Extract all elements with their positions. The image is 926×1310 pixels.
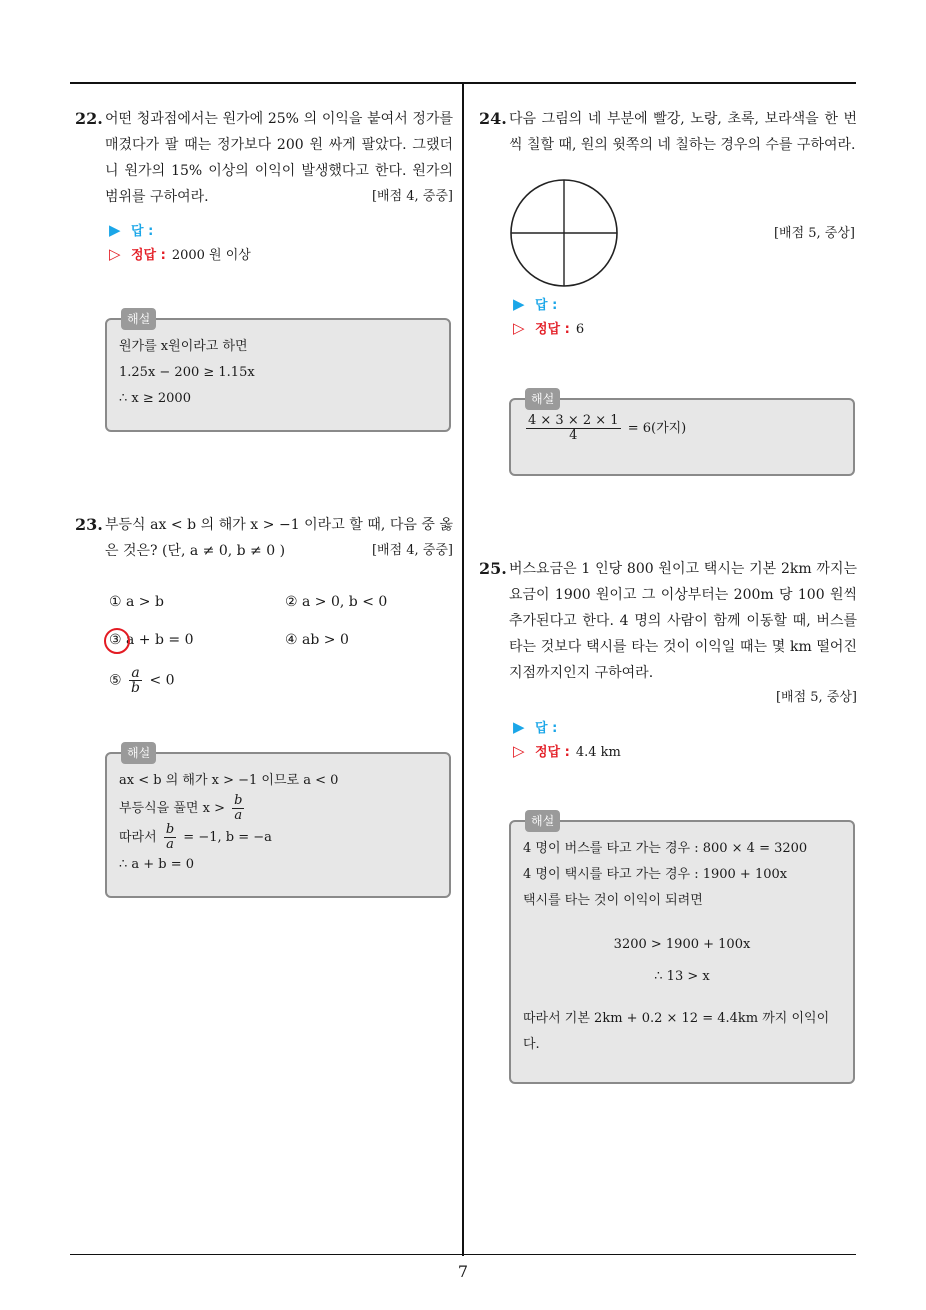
- explanation-tab: 해설: [121, 308, 156, 330]
- choice-3: ③ a + b = 0: [109, 632, 193, 648]
- problem-22-text: 22. 어떤 청과점에서는 원가에 25% 의 이익을 붙여서 정가를 매겼다가 팔 때는 정가보다 200 원 싸게 팔았다. 그랬더니 원가의 15% 이상의 이익이 발생했다고 한다. 원가의 범위를 구하여라. [배점 4, 중중]: [75, 106, 453, 210]
- explanation-tab: 해설: [525, 810, 560, 832]
- explanation-tab: 해설: [121, 742, 156, 764]
- choice-4: ④ ab > 0: [285, 632, 349, 648]
- page-number: 7: [457, 1262, 469, 1281]
- problem-24-tag: [배점 5, 중상]: [773, 226, 855, 241]
- problem-22-explanation: 해설 원가를 x원이라고 하면 1.25x − 200 ≥ 1.15x ∴ x ≥ 2000: [105, 318, 451, 432]
- problem-24-correct: ▷ 정답 : 6: [479, 316, 857, 340]
- choice-1: ① a > b: [109, 594, 164, 610]
- explanation-tab: 해설: [525, 388, 560, 410]
- problem-24-number: 24.: [479, 109, 507, 128]
- problem-23-text: 23. 부등식 ax < b 의 해가 x > −1 이라고 할 때, 다음 중 옳은 것은? (단, a ≠ 0, b ≠ 0 ) [배점 4, 중중]: [75, 512, 453, 564]
- problem-23-choices: [109, 594, 449, 704]
- outline-arrow-icon: ▷: [513, 319, 525, 337]
- problem-25-correct: ▷ 정답 : 4.4 km: [479, 739, 857, 763]
- divided-circle-figure: [509, 178, 619, 288]
- problem-25-answer: ▶ 답 :: [479, 715, 857, 739]
- problem-23-explanation: 해설 ax < b 의 해가 x > −1 이므로 a < 0 부등식을 풀면 x > $\frac{b}{a}$ 따라서 $\frac{b}{a}$ = −1, b = −a ∴ a + b = 0: [105, 752, 451, 898]
- outline-arrow-icon: ▷: [109, 245, 121, 263]
- problem-22-correct: ▷ 정답 : 2000 원 이상: [75, 242, 453, 266]
- problem-22: [75, 106, 453, 266]
- problem-24-answer: ▶ 답 :: [479, 292, 857, 316]
- problem-24-explanation: 해설 $\frac{4 \times 3 \times 2 \times 1}{4}$ = 6(가지): [509, 398, 855, 476]
- problem-24: [479, 106, 857, 158]
- play-arrow-icon: ▶: [513, 718, 525, 736]
- column-divider: [462, 82, 464, 1256]
- problem-23-tag: [배점 4, 중중]: [371, 543, 453, 558]
- problem-25-explanation: 해설 4 명이 버스를 타고 가는 경우 : 800 × 4 = 3200 4 명이 택시를 타고 가는 경우 : 1900 + 100x 택시를 타는 것이 이익이 되려면 3200 > 1900 + 100x ∴ 13 > x 따라서 기본 2km + 0.2 × 12 = 4.4km 까지 이익이다.: [509, 820, 855, 1084]
- problem-23-number: 23.: [75, 515, 103, 534]
- play-arrow-icon: ▶: [513, 295, 525, 313]
- problem-25-text: 25. 버스요금은 1 인당 800 원이고 택시는 기본 2km 까지는 요금이 1900 원이고 그 이상부터는 200m 당 100 원씩 추가된다고 한다. 4 명의 사람이 함께 이동할 때, 버스를 타는 것보다 택시를 타는 것이 이익일 때는 몇 km 떨어진 지점까지인지 구하여라.: [479, 556, 857, 686]
- play-arrow-icon: ▶: [109, 221, 121, 239]
- problem-22-answer: ▶ 답 :: [75, 218, 453, 242]
- problem-23: [75, 512, 453, 564]
- choice-5: ⑤ $\frac{a}{b}$ < 0: [109, 665, 175, 696]
- selected-circle-mark: [104, 628, 130, 654]
- problem-24-text: 24. 다음 그림의 네 부분에 빨강, 노랑, 초록, 보라색을 한 번씩 칠할 때, 원의 윗쪽의 네 칠하는 경우의 수를 구하여라.: [479, 106, 857, 158]
- problem-25: [479, 556, 857, 763]
- bottom-rule: [70, 1254, 856, 1255]
- problem-25-number: 25.: [479, 559, 507, 578]
- problem-22-tag: [배점 4, 중중]: [371, 189, 453, 204]
- outline-arrow-icon: ▷: [513, 742, 525, 760]
- choice-2: ② a > 0, b < 0: [285, 594, 388, 610]
- problem-25-tag: [배점 5, 중상]: [775, 690, 857, 705]
- problem-22-number: 22.: [75, 109, 103, 128]
